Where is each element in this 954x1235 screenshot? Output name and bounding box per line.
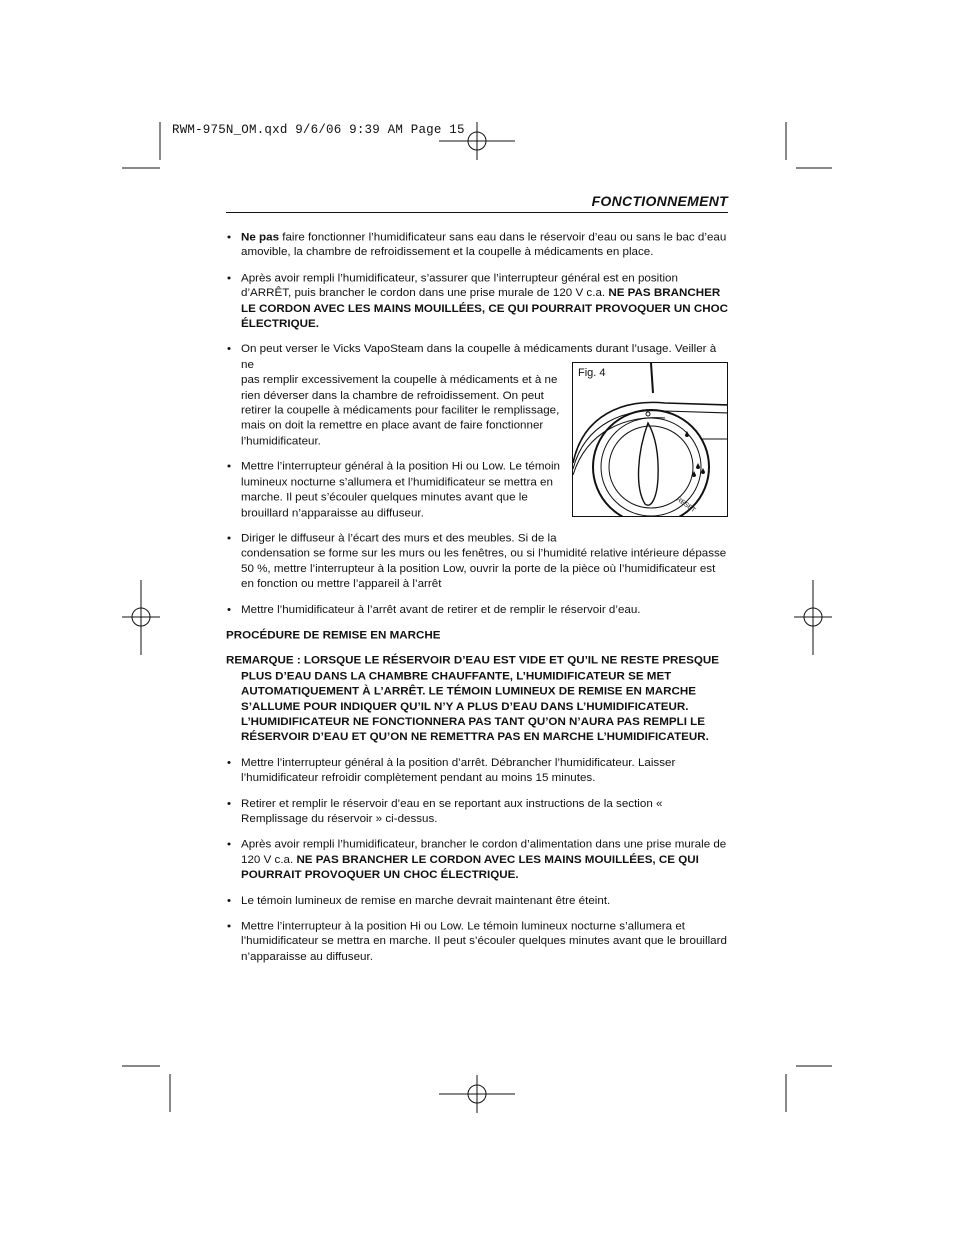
list-item: • Mettre l’interrupteur général à la position d’arrêt. Débrancher l’humidificateur. Laisser l’humidificateur refroidir complètement pendant au moins 15 minutes. [226, 756, 728, 787]
section-header [226, 193, 728, 213]
page-title: FONCTIONNEMENT [591, 193, 728, 209]
list-item: • Retirer et remplir le réservoir d’eau en se reportant aux instructions de la section « Remplissage du réservoir » ci-dessus. [226, 797, 728, 828]
list-item: • Ne pas faire fonctionner l’humidificateur sans eau dans le réservoir d’eau ou sans le bac d’eau amovible, la chambre de refroidissement et la coupelle à médicaments en place. [226, 230, 728, 261]
list-item: • Mettre l’interrupteur général à la position Hi ou Low. Le témoin lumineux nocturne s’allumera et l’humidificateur se mettra en marche. Il peut s’écouler quelques minutes avant que le brouillard n’apparaisse au diffuseur. [226, 460, 566, 521]
list-item: • Après avoir rempli l’humidificateur, s’assurer que l’interrupteur général est en position d’ARRÊT, puis brancher le cordon dans une prise murale de 120 V c.a. NE PAS BRANCHER LE CORDON AVEC LES MAINS MOUILLÉES, CE QUI POURRAIT PROVOQUER UN CHOC ÉLECTRIQUE. [226, 271, 728, 332]
instructions-body [226, 230, 728, 975]
list-item: • On peut verser le Vicks VapoSteam dans la coupelle à médicaments durant l’usage. Veiller à ne pas remplir excessivement la coupelle à médicaments et à ne rien déverser dans la chambre de refroidissement. On peut retirer la coupelle à médicaments pour faciliter le remplissage, mais on doit la remettre en place avant de faire fonctionner l’humidificateur. [226, 342, 728, 449]
section-heading: PROCÉDURE DE REMISE EN MARCHE [226, 629, 441, 642]
list-item: • Diriger le diffuseur à l’écart des murs et des meubles. Si de la condensation se forme sur les murs ou les fenêtres, ou si l’humidité relative intérieure dépasse 50 %, mettre l’interrupteur à la position Low, ouvrir la porte de la pièce où l’humidificateur est en fonction ou mettre l’appareil à l’arrêt [226, 531, 728, 592]
list-item: • Après avoir rempli l’humidificateur, brancher le cordon d’alimentation dans une prise murale de 120 V c.a. NE PAS BRANCHER LE CORDON AVEC LES MAINS MOUILLÉES, CE QUI POURRAIT PROVOQUER UN CHOC ÉLECTRIQUE. [226, 837, 728, 883]
print-slug: RWM-975N_OM.qxd 9/6/06 9:39 AM Page 15 [172, 123, 465, 137]
list-item: • Mettre l’humidificateur à l’arrêt avant de retirer et de remplir le réservoir d’eau. [226, 603, 728, 618]
reset-label: RESET [674, 495, 697, 515]
warning-note: REMARQUE : LORSQUE LE RÉSERVOIR D’EAU EST VIDE ET QU’IL NE RESTE PRESQUE PLUS D’EAU DANS LA CHAMBRE CHAUFFANTE, L’HUMIDIFICATEUR SE MET AUTOMATIQUEMENT À L’ARRÊT. LE TÉMOIN LUMINEUX DE REMISE EN MARCHE S’ALLUME POUR INDIQUER QU’IL N’Y A PLUS D’EAU DANS L’HUMIDIFICATEUR. L’HUMIDIFICATEUR NE FONCTIONNERA PAS TANT QU’ON N’AURA PAS REMPLI LE RÉSERVOIR D’EAU ET QU’ON NE REMETTRA PAS EN MARCHE L’HUMIDIFICATEUR. [226, 654, 720, 744]
list-item: • Le témoin lumineux de remise en marche devrait maintenant être éteint. [226, 894, 728, 909]
list-item: • Mettre l’interrupteur à la position Hi ou Low. Le témoin lumineux nocturne s’allumera et l’humidificateur se mettra en marche. Il peut s’écouler quelques minutes avant que le brouillard n’apparaisse au diffuseur. [226, 919, 728, 965]
figure-label: Fig. 4 [578, 367, 606, 379]
